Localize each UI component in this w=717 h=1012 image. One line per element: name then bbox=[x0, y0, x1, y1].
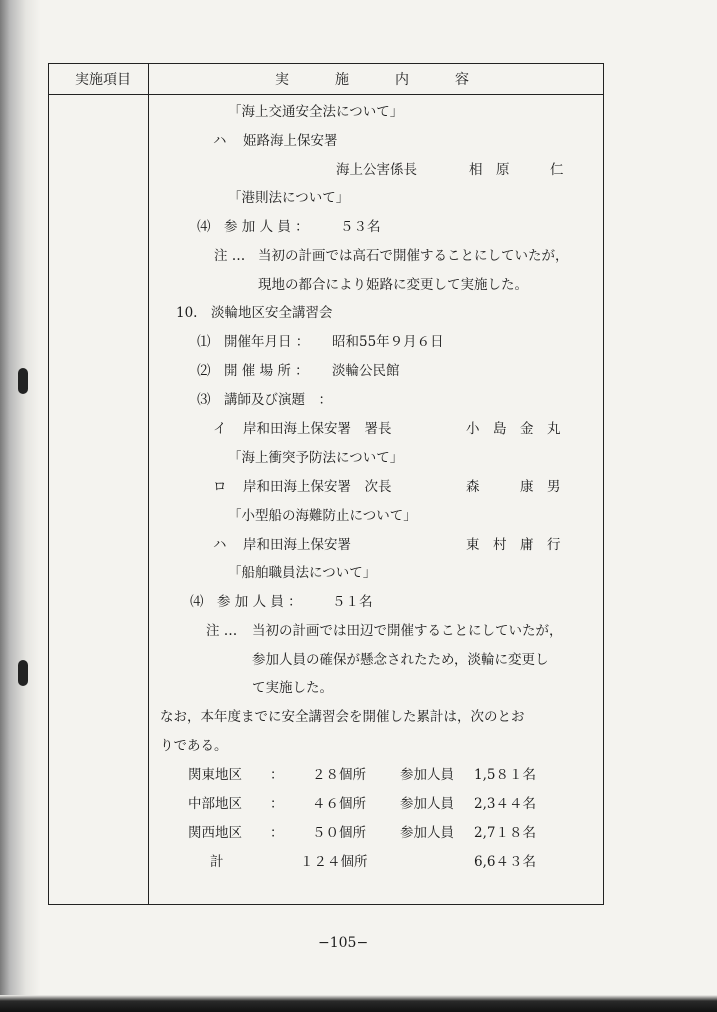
summary-region: 関西地区 bbox=[188, 825, 242, 841]
summary-intro: なお，本年度までに安全講習会を開催した累計は，次のとお bbox=[160, 709, 525, 725]
header-col1: 実施項目 bbox=[75, 72, 131, 88]
header-divider bbox=[49, 94, 603, 95]
section-heading: 10. 淡輪地区安全講習会 bbox=[176, 305, 333, 321]
header-col2-char: 内 bbox=[395, 72, 409, 88]
topic-text: 「海上衝突予防法について」 bbox=[228, 450, 404, 466]
lecturer-org: 姫路海上保安署 bbox=[243, 133, 338, 149]
summary-label: 参加人員 bbox=[400, 796, 454, 812]
summary-count: ４６個所 bbox=[312, 796, 366, 812]
summary-colon: ： bbox=[270, 825, 284, 841]
lecturer-name: 相 原 仁 bbox=[469, 162, 564, 178]
summary-label: 参加人員 bbox=[400, 767, 454, 783]
column-divider bbox=[148, 64, 149, 904]
summary-total-label: 計 bbox=[210, 854, 224, 870]
topic-text: 「小型船の海難防止について」 bbox=[228, 508, 417, 524]
note-line: て実施した。 bbox=[252, 680, 333, 696]
scan-edge bbox=[0, 995, 717, 1012]
topic-text: 「海上交通安全法について」 bbox=[228, 104, 404, 120]
summary-intro: りである。 bbox=[160, 738, 228, 754]
note-line: 参加人員の確保が懸念されたため，淡輪に変更し bbox=[252, 652, 549, 668]
lecturer-name: 東 村 庸 行 bbox=[466, 537, 561, 553]
summary-count: ２８個所 bbox=[312, 767, 366, 783]
item-mark: ハ bbox=[213, 133, 227, 149]
binding-shadow bbox=[0, 0, 40, 1012]
summary-people: 1,5８１名 bbox=[474, 767, 536, 783]
summary-region: 中部地区 bbox=[188, 796, 242, 812]
summary-people: 2,3４４名 bbox=[474, 796, 536, 812]
header-col2-char: 施 bbox=[335, 72, 349, 88]
participants-value: ５１名 bbox=[332, 594, 373, 610]
lecturer-org: 岸和田海上保安署 次長 bbox=[243, 479, 392, 495]
note-line: 当初の計画では田辺で開催することにしていたが， bbox=[252, 623, 563, 639]
date-label: ⑴ 開催年月日 ： bbox=[197, 334, 310, 350]
date-value: 昭和55年９月６日 bbox=[332, 334, 444, 350]
item-mark: ハ bbox=[213, 537, 227, 553]
note-label: 注 … bbox=[214, 248, 246, 264]
place-value: 淡輪公民館 bbox=[332, 363, 400, 379]
summary-colon: ： bbox=[270, 767, 284, 783]
lecturer-name: 森 康 男 bbox=[466, 479, 561, 495]
lecturer-name: 小 島 金 丸 bbox=[466, 421, 561, 437]
summary-count: ５０個所 bbox=[312, 825, 366, 841]
summary-total-count: １２４個所 bbox=[300, 854, 368, 870]
topic-text: 「船舶職員法について」 bbox=[228, 565, 377, 581]
binding-ring bbox=[18, 660, 28, 686]
summary-people: 2,7１８名 bbox=[474, 825, 536, 841]
participants-label: ⑷ 参 加 人 員 ： bbox=[190, 594, 302, 610]
header-col2-char: 実 bbox=[275, 72, 289, 88]
header-col2-char: 容 bbox=[455, 72, 469, 88]
lecturer-org: 岸和田海上保安署 署長 bbox=[243, 421, 392, 437]
note-line: 当初の計画では高石で開催することにしていたが， bbox=[258, 248, 569, 264]
item-mark: ロ bbox=[213, 479, 227, 495]
participants-value: ５３名 bbox=[340, 219, 381, 235]
item-mark: イ bbox=[213, 421, 227, 437]
place-label: ⑵ 開 催 場 所 ： bbox=[197, 363, 309, 379]
summary-colon: ： bbox=[270, 796, 284, 812]
note-label: 注 … bbox=[206, 623, 238, 639]
binding-ring bbox=[18, 368, 28, 394]
page-number: −105− bbox=[318, 935, 369, 951]
lecturers-label: ⑶ 講師及び演題 ： bbox=[197, 392, 332, 408]
topic-text: 「港則法について」 bbox=[228, 190, 350, 206]
lecturer-org: 岸和田海上保安署 bbox=[243, 537, 351, 553]
note-line: 現地の都合により姫路に変更して実施した。 bbox=[258, 277, 528, 293]
summary-region: 関東地区 bbox=[188, 767, 242, 783]
summary-label: 参加人員 bbox=[400, 825, 454, 841]
summary-total-people: 6,6４３名 bbox=[474, 854, 536, 870]
participants-label: ⑷ 参 加 人 員 ： bbox=[197, 219, 309, 235]
lecturer-title: 海上公害係長 bbox=[336, 162, 417, 178]
